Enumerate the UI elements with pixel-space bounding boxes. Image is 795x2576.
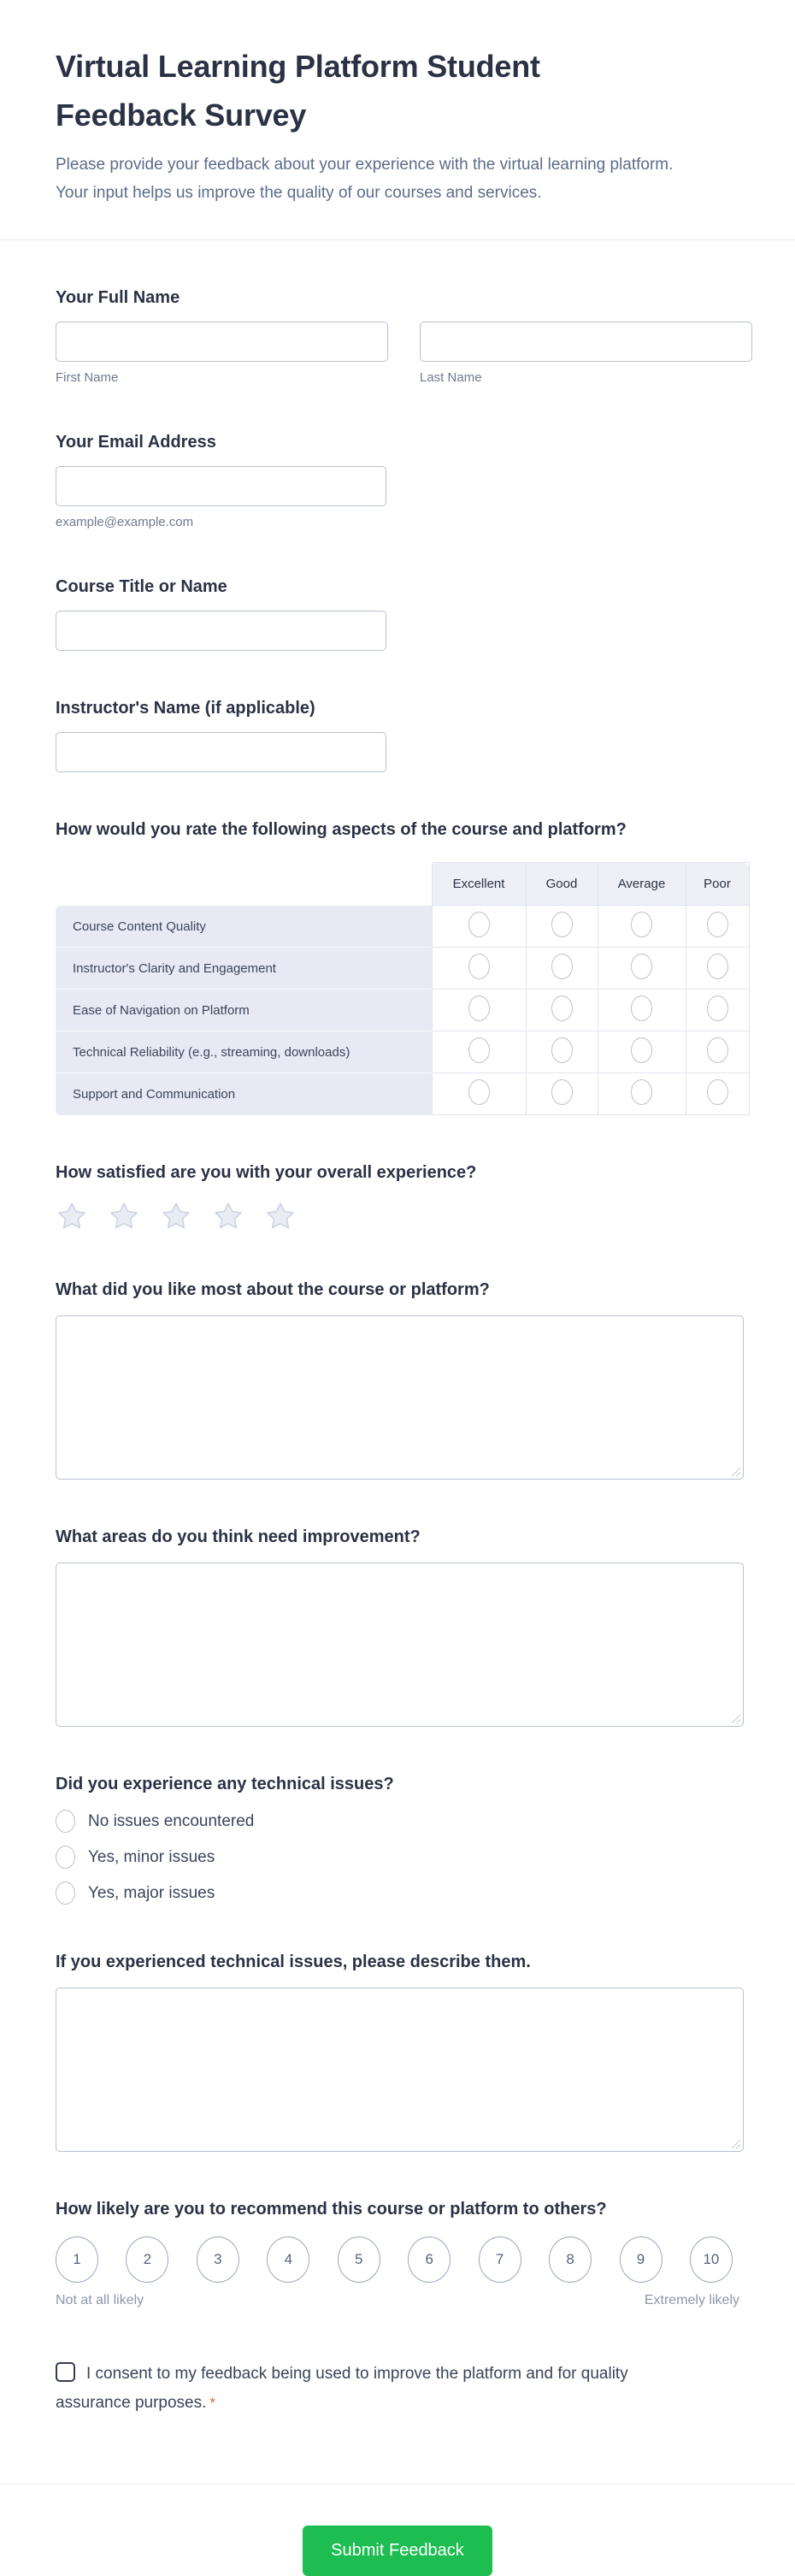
rating-row-label: Instructor's Clarity and Engagement [56,948,432,990]
rating-radio[interactable] [707,1079,728,1105]
scale-option-8[interactable]: 8 [549,2236,592,2283]
consent-text: I consent to my feedback being used to improve the platform and for quality assurance purposes. [56,2365,628,2413]
question-technical-issues [56,1773,752,1905]
technical-issues-options [56,1810,752,1905]
rating-radio[interactable] [631,996,652,1021]
question-instructor [56,697,752,772]
star-rating [56,1200,752,1232]
rating-row-label: Ease of Navigation on Platform [56,990,432,1031]
rating-radio[interactable] [631,1079,652,1105]
consent-checkbox[interactable] [56,2362,75,2382]
rating-column-excellent: Excellent [432,863,526,906]
last-name-sublabel: Last Name [420,370,482,386]
issues-description-textarea[interactable] [56,1988,743,2151]
rating-table [56,862,750,1115]
star-icon[interactable] [264,1200,297,1232]
question-improvement [56,1526,752,1727]
rating-radio[interactable] [707,954,728,979]
scale-option-7[interactable]: 7 [479,2236,521,2283]
technical-issues-question: Did you experience any technical issues? [56,1775,394,1794]
star-icon[interactable] [212,1200,244,1232]
course-title-input[interactable] [56,611,386,651]
scale-option-10[interactable]: 10 [690,2236,733,2283]
scale-max-label: Extremely likely [644,2293,739,2308]
radio-icon[interactable] [56,1882,75,1905]
question-rating-table [56,818,752,1115]
satisfaction-question: How satisfied are you with your overall experience? [56,1163,477,1183]
scale-option-1[interactable]: 1 [56,2236,98,2283]
rating-radio[interactable] [468,1079,490,1105]
scale-option-6[interactable]: 6 [408,2236,450,2283]
scale-option-3[interactable]: 3 [197,2236,239,2283]
question-recommend [56,2198,752,2308]
scale-option-9[interactable]: 9 [620,2236,662,2283]
consent-field [56,2360,645,2418]
header-divider [0,239,795,240]
scale-option-5[interactable]: 5 [338,2236,380,2283]
table-row [56,990,749,1031]
email-sublabel: example@example.com [56,515,194,530]
radio-icon[interactable] [56,1846,75,1869]
email-input[interactable] [56,466,386,506]
liked-most-question: What did you like most about the course or platform? [56,1280,490,1300]
rating-radio[interactable] [551,1079,573,1105]
form-header [56,0,752,207]
rating-row-label: Technical Reliability (e.g., streaming, downloads) [56,1031,432,1073]
rating-radio[interactable] [468,1037,490,1063]
rating-radio[interactable] [551,912,573,937]
first-name-sublabel: First Name [56,370,119,386]
radio-option-major-issues[interactable]: Yes, major issues [56,1882,752,1905]
email-label: Your Email Address [56,433,216,452]
rating-radio[interactable] [631,1037,652,1063]
first-name-input[interactable] [56,322,388,362]
instructor-label: Instructor's Name (if applicable) [56,699,315,718]
rating-column-good: Good [526,863,598,906]
scale-min-label: Not at all likely [56,2293,144,2308]
full-name-label: Your Full Name [56,288,180,308]
question-liked-most [56,1279,752,1480]
radio-option-no-issues[interactable]: No issues encountered [56,1810,752,1833]
question-issues-description [56,1951,752,2152]
rating-radio[interactable] [631,912,652,937]
rating-radio[interactable] [631,954,652,979]
question-email [56,431,752,529]
issues-description-question: If you experienced technical issues, please describe them. [56,1953,531,1972]
rating-radio[interactable] [468,996,490,1021]
course-title-label: Course Title or Name [56,577,227,597]
question-full-name [56,287,752,385]
rating-radio[interactable] [707,912,728,937]
rating-column-average: Average [598,863,686,906]
scale-option-2[interactable]: 2 [126,2236,168,2283]
question-course-title [56,576,752,651]
instructor-input[interactable] [56,732,386,772]
form-description: Please provide your feedback about your experience with the virtual learning platform. Your input helps us improve the quality of our courses and services. [56,155,674,202]
improvement-question: What areas do you think need improvement? [56,1527,421,1547]
star-icon[interactable] [108,1200,140,1232]
table-row [56,1073,749,1115]
rating-column-poor: Poor [686,863,749,906]
rating-radio[interactable] [551,996,573,1021]
table-row [56,948,749,990]
star-icon[interactable] [160,1200,192,1232]
recommend-question: How likely are you to recommend this course or platform to others? [56,2200,607,2219]
page-title: Virtual Learning Platform Student Feedback Survey [56,49,540,133]
rating-radio[interactable] [551,1037,573,1063]
radio-option-minor-issues[interactable]: Yes, minor issues [56,1846,752,1869]
table-row [56,906,749,948]
rating-row-label: Course Content Quality [56,906,432,948]
rating-row-label: Support and Communication [56,1073,432,1115]
liked-most-textarea[interactable] [56,1316,743,1479]
rating-table-question: How would you rate the following aspects of the course and platform? [56,820,627,840]
rating-radio[interactable] [468,912,490,937]
rating-radio[interactable] [468,954,490,979]
rating-header-spacer [56,863,432,906]
radio-icon[interactable] [56,1810,75,1833]
rating-radio[interactable] [707,996,728,1021]
star-icon[interactable] [56,1200,88,1232]
recommend-scale [56,2236,733,2283]
required-asterisk: * [209,2395,216,2412]
rating-radio[interactable] [707,1037,728,1063]
scale-option-4[interactable]: 4 [267,2236,309,2283]
rating-radio[interactable] [551,954,573,979]
submit-feedback-button[interactable]: Submit Feedback [303,2526,492,2576]
last-name-input[interactable] [420,322,752,362]
table-row [56,1031,749,1073]
question-satisfaction [56,1161,752,1232]
improvement-textarea[interactable] [56,1563,743,1726]
